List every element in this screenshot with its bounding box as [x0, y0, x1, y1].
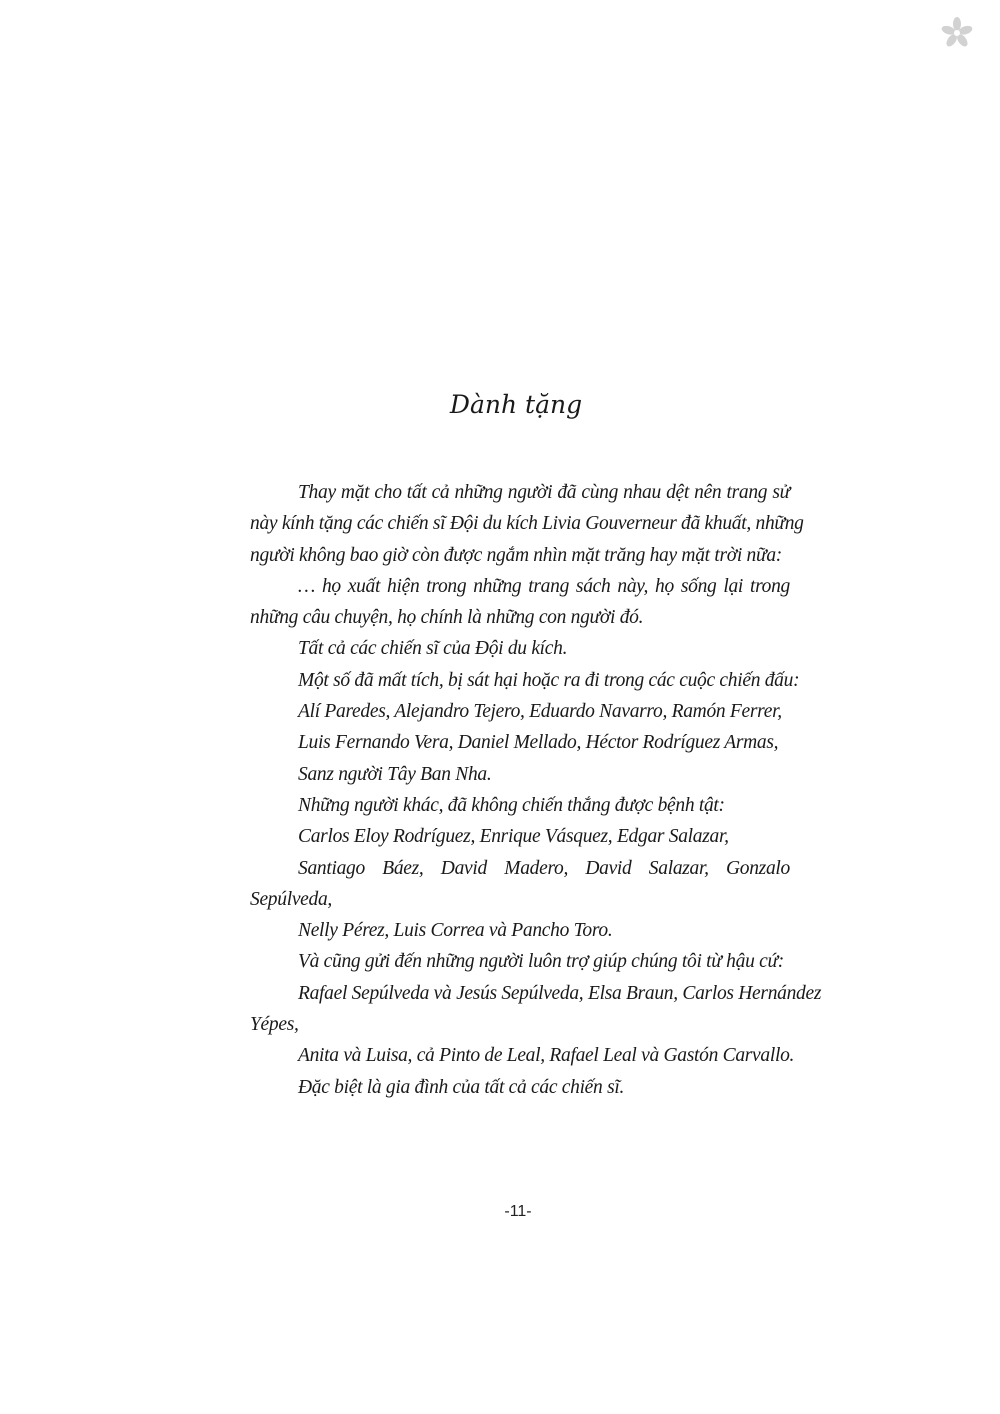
- text-line: Anita và Luisa, cả Pinto de Leal, Rafael Leal và Gastón Carvallo.: [298, 1045, 795, 1067]
- flower-logo-icon: [941, 17, 973, 49]
- page-number: -11-: [504, 1203, 532, 1220]
- text-line: Những người khác, đã không chiến thắng được bệnh tật:: [298, 794, 725, 816]
- text-line: Alí Paredes, Alejandro Tejero, Eduardo Navarro, Ramón Ferrer,: [298, 701, 782, 723]
- text-line: … họ xuất hiện trong những trang sách này, họ sống lại trong: [298, 575, 790, 597]
- text-line: Carlos Eloy Rodríguez, Enrique Vásquez, Edgar Salazar,: [298, 826, 729, 848]
- text-line: người không bao giờ còn được ngắm nhìn mặt trăng hay mặt trời nữa:: [250, 544, 782, 566]
- text-line: Tất cả các chiến sĩ của Đội du kích.: [298, 638, 568, 660]
- text-line: Sepúlveda,: [250, 888, 333, 910]
- text-line: Và cũng gửi đến những người luôn trợ giúp chúng tôi từ hậu cứ:: [298, 951, 784, 973]
- text-line: Luis Fernando Vera, Daniel Mellado, Héctor Rodríguez Armas,: [298, 732, 779, 754]
- dedication-body: [250, 477, 822, 1103]
- text-line: Rafael Sepúlveda và Jesús Sepúlveda, Elsa Braun, Carlos Hernández: [298, 982, 822, 1004]
- text-line: Nelly Pérez, Luis Correa và Pancho Toro.: [298, 920, 613, 942]
- text-line: Yépes,: [250, 1014, 299, 1036]
- text-line: Thay mặt cho tất cả những người đã cùng nhau dệt nên trang sử: [298, 482, 790, 503]
- text-line: Santiago Báez, David Madero, David Salazar, Gonzalo: [298, 857, 790, 879]
- text-line: những câu chuyện, họ chính là những con người đó.: [250, 607, 644, 629]
- text-line: Sanz người Tây Ban Nha.: [298, 763, 492, 785]
- text-line: Một số đã mất tích, bị sát hại hoặc ra đi trong các cuộc chiến đấu:: [298, 669, 800, 691]
- text-line: này kính tặng các chiến sĩ Đội du kích Livia Gouverneur đã khuất, những: [250, 513, 804, 535]
- text-line: Đặc biệt là gia đình của tất cả các chiến sĩ.: [298, 1076, 625, 1098]
- dedication-title: Dành tặng: [449, 390, 583, 419]
